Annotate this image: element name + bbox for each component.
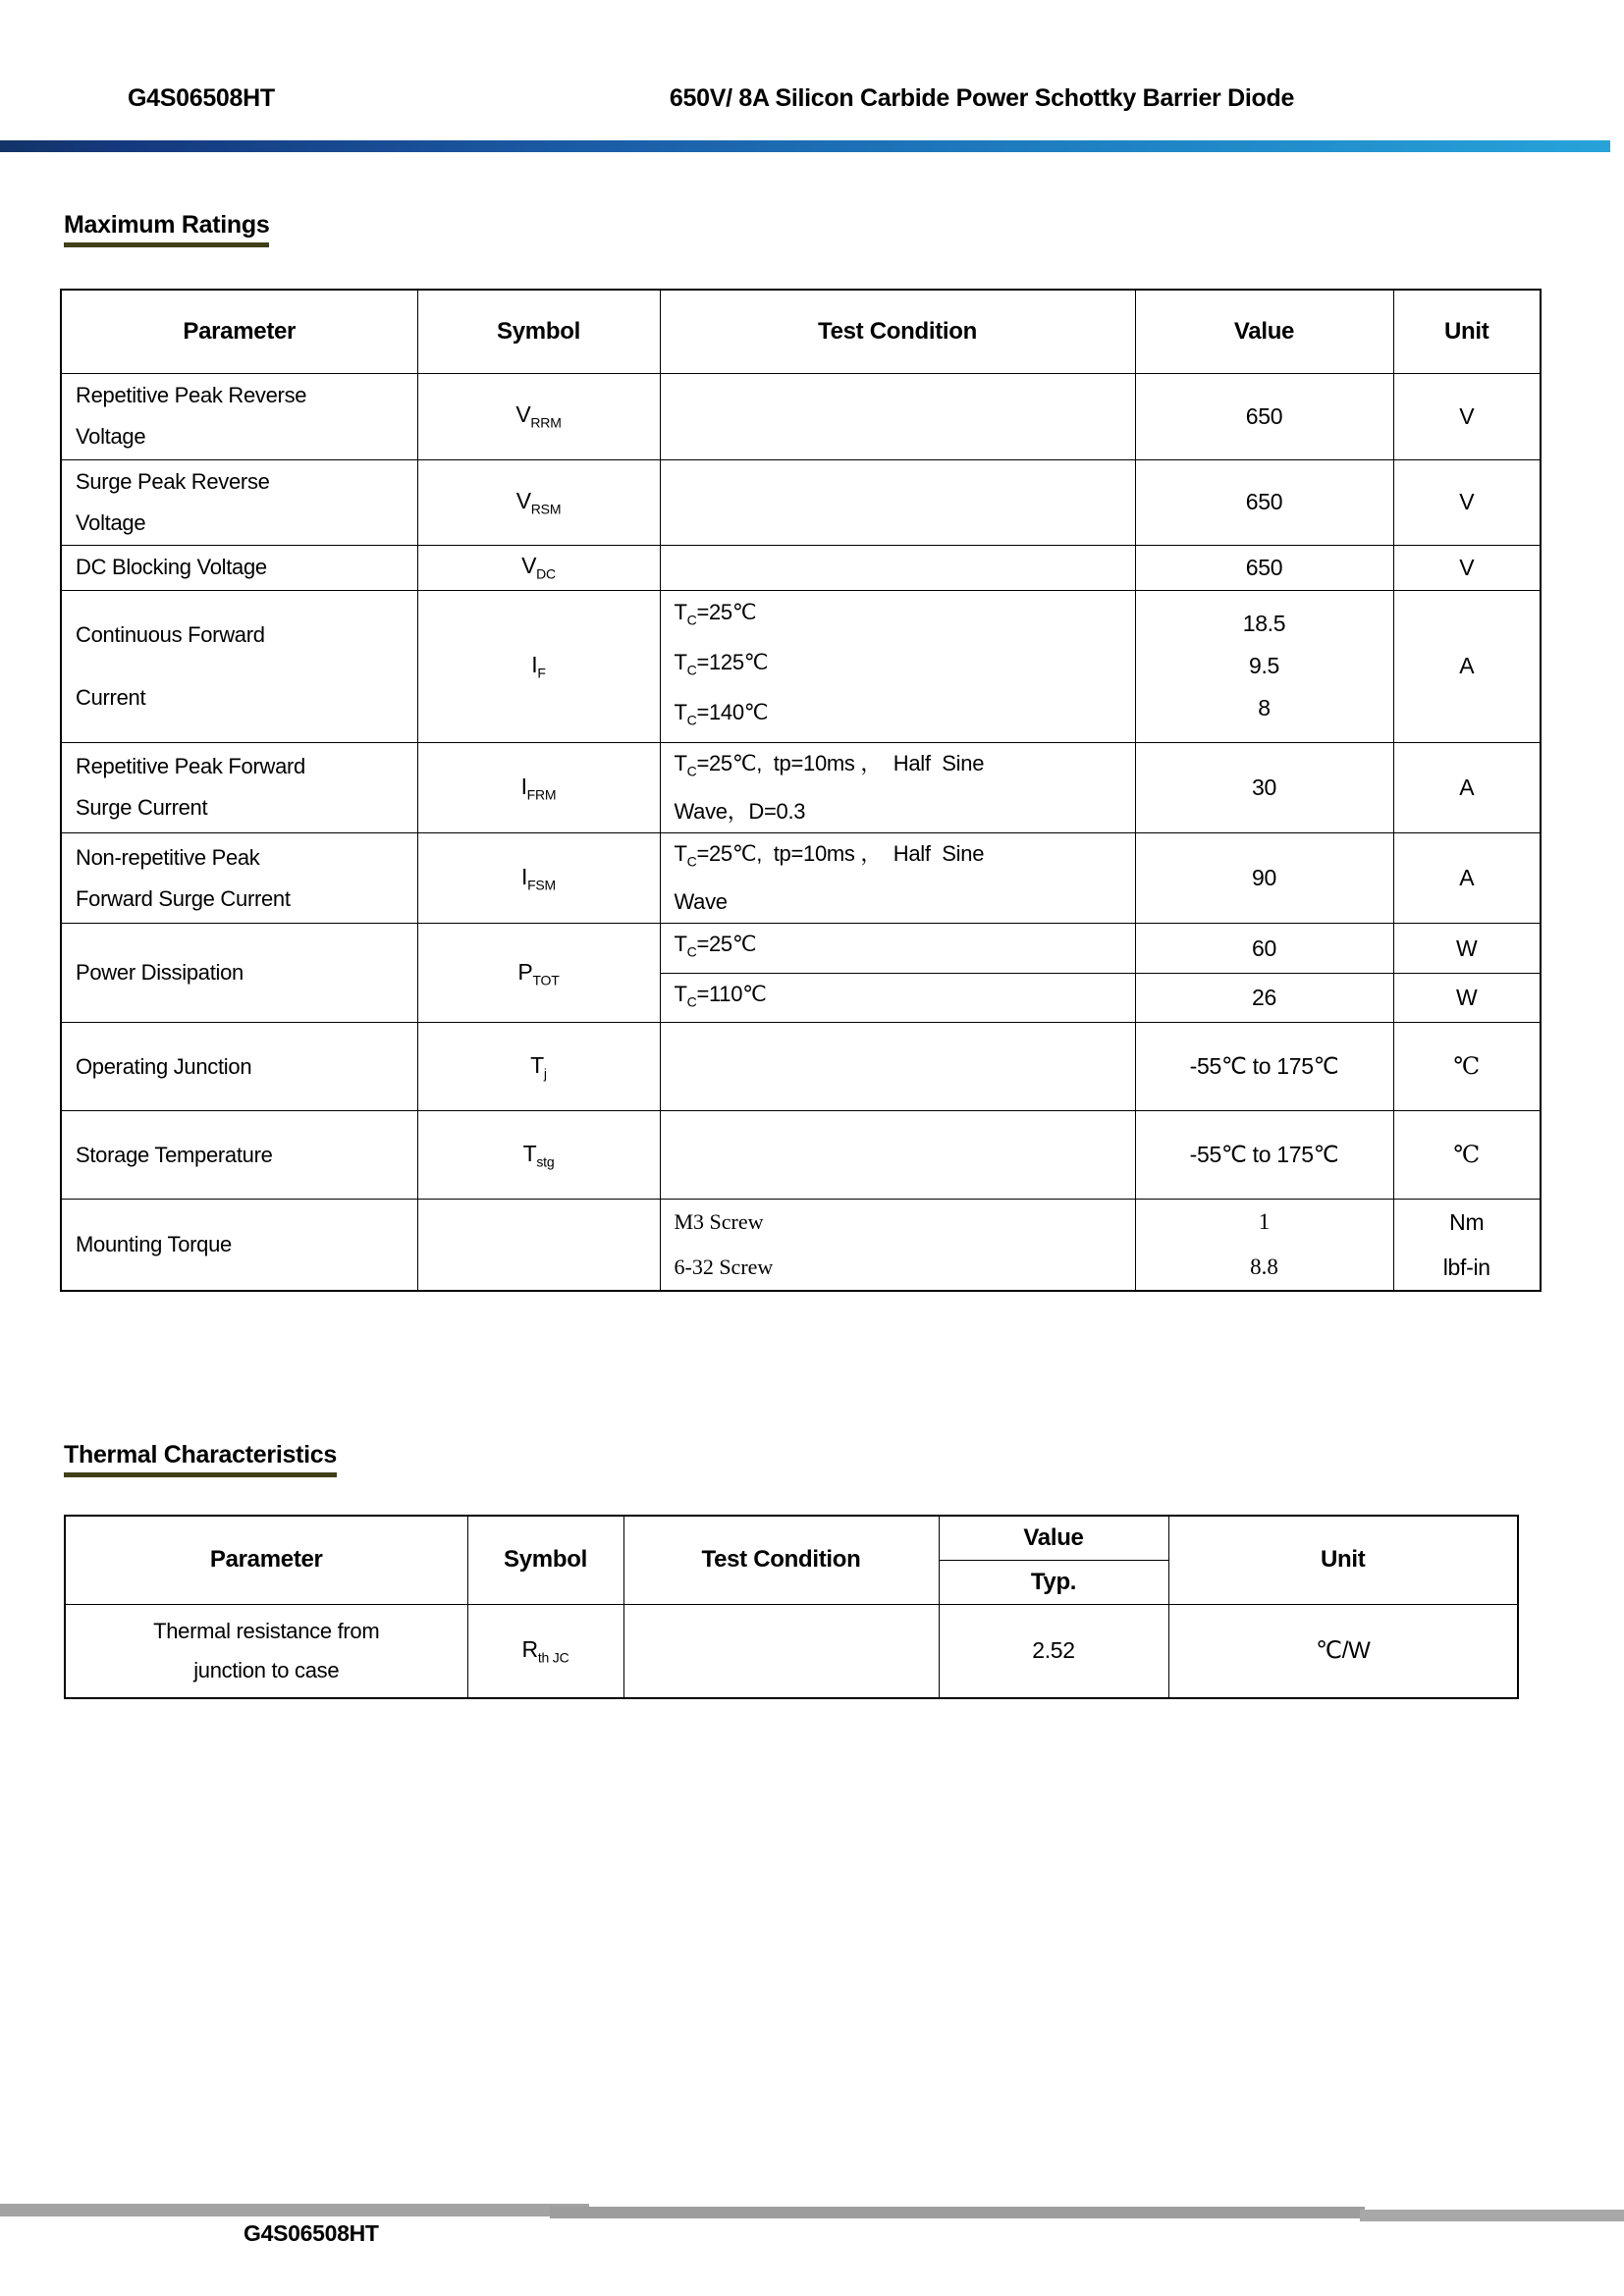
value-line: 8.8: [1250, 1255, 1278, 1280]
param-line: Storage Temperature: [76, 1142, 273, 1167]
col-header-value: Value: [939, 1516, 1168, 1560]
section-maximum-ratings: [64, 211, 269, 247]
cell-value: 60: [1135, 924, 1393, 973]
cell-value: [1135, 1200, 1393, 1292]
value-line: 9.5: [1248, 653, 1280, 679]
cell-symbol: $T_{stg}$: [417, 1111, 660, 1200]
cell-symbol: $I_{FSM}$: [417, 833, 660, 924]
condition-line: $T_C=125℃$: [674, 649, 769, 678]
header-accent-bar: [0, 140, 1610, 152]
cell-value: -55℃ to 175℃: [1135, 1111, 1393, 1200]
param-line: Continuous Forward: [76, 621, 265, 647]
col-header-symbol: Symbol: [417, 290, 660, 373]
cell-value: -55℃ to 175℃: [1135, 1023, 1393, 1111]
cell-condition: [660, 833, 1135, 924]
cell-parameter: [61, 742, 417, 832]
cell-unit: V: [1393, 545, 1541, 590]
table-row-vrrm: [61, 373, 1541, 459]
unit-line: lbf-in: [1442, 1255, 1490, 1281]
condition-line: $T_C=110℃$: [674, 981, 767, 1010]
cell-symbol: $I_{FRM}$: [417, 742, 660, 832]
table-row-ifrm: [61, 742, 1541, 832]
cell-symbol: $P_{TOT}$: [417, 924, 660, 1023]
cell-value: 30: [1135, 742, 1393, 832]
cell-unit: ℃: [1393, 1023, 1541, 1111]
cell-parameter: [61, 833, 417, 924]
cell-value: 2.52: [939, 1604, 1168, 1698]
cell-symbol: $I_F$: [417, 590, 660, 742]
footer-bar-segment: [0, 2204, 589, 2216]
value-line: 8: [1258, 695, 1271, 721]
cell-unit: [1393, 1200, 1541, 1292]
condition-line: Wave，D=0.3: [674, 799, 806, 825]
cell-symbol: $V_{DC}$: [417, 545, 660, 590]
param-line: Forward Surge Current: [76, 885, 291, 911]
cell-unit: V: [1393, 373, 1541, 459]
thermal-characteristics-table: [64, 1515, 1519, 1699]
cell-symbol: $V_{RRM}$: [417, 373, 660, 459]
condition-line: Wave: [674, 889, 728, 915]
cell-parameter: [61, 545, 417, 590]
cell-symbol: $T_j$: [417, 1023, 660, 1111]
param-line: Non-repetitive Peak: [76, 844, 260, 870]
condition-line: $T_C=25℃$, tp=10ms ， Half Sine: [674, 750, 985, 779]
table-header-row: [65, 1516, 1518, 1560]
param-line: Power Dissipation: [76, 960, 244, 986]
cell-unit: A: [1393, 742, 1541, 832]
cell-parameter: [61, 924, 417, 1023]
table-row-tstg: [61, 1111, 1541, 1200]
condition-line: $T_C=25℃$: [674, 932, 757, 960]
condition-line: $T_C=140℃$: [674, 700, 769, 728]
table-row-rthjc: [65, 1604, 1518, 1698]
cell-value: 90: [1135, 833, 1393, 924]
cell-parameter: [61, 1111, 417, 1200]
thermal-characteristics-heading: Thermal Characteristics: [64, 1441, 337, 1477]
table-header-row: [61, 290, 1541, 373]
cell-parameter: [61, 1023, 417, 1111]
table-row-ifsm: [61, 833, 1541, 924]
param-line: Thermal resistance from: [153, 1618, 380, 1643]
cell-condition: [660, 373, 1135, 459]
col-header-condition: Test Condition: [623, 1516, 939, 1604]
condition-line: M3 Screw: [674, 1209, 764, 1235]
param-line: Current: [76, 684, 146, 710]
table-row-tj: [61, 1023, 1541, 1111]
header-part-number: G4S06508HT: [128, 84, 275, 112]
cell-condition: [660, 590, 1135, 742]
col-header-typ: Typ.: [939, 1560, 1168, 1604]
col-header-condition: Test Condition: [660, 290, 1135, 373]
param-line: Mounting Torque: [76, 1232, 232, 1257]
cell-parameter: [61, 1200, 417, 1292]
cell-parameter: [61, 590, 417, 742]
param-line: DC Blocking Voltage: [76, 555, 267, 579]
cell-parameter: [61, 373, 417, 459]
cell-symbol: $R_{th JC}$: [467, 1604, 623, 1698]
cell-value: 26: [1135, 973, 1393, 1022]
value-line: 1: [1258, 1209, 1271, 1235]
param-line: Operating Junction: [76, 1053, 252, 1079]
param-line: Repetitive Peak Forward: [76, 754, 305, 779]
header-title: 650V/ 8A Silicon Carbide Power Schottky Barrier Diode: [669, 84, 1295, 112]
unit-line: Nm: [1449, 1209, 1485, 1236]
footer-part-number: G4S06508HT: [244, 2220, 379, 2246]
param-line: Repetitive Peak Reverse: [76, 383, 307, 407]
cell-condition: [660, 545, 1135, 590]
param-line: Voltage: [76, 424, 146, 449]
cell-value: [1135, 590, 1393, 742]
col-header-unit: Unit: [1168, 1516, 1518, 1604]
param-line: junction to case: [193, 1657, 340, 1682]
cell-unit: A: [1393, 590, 1541, 742]
cell-unit: ℃: [1393, 1111, 1541, 1200]
condition-line: $T_C=25℃$, tp=10ms ， Half Sine: [674, 841, 985, 870]
cell-condition: [660, 973, 1135, 1022]
condition-line: $T_C=25℃$: [674, 599, 757, 627]
cell-symbol: [417, 1200, 660, 1292]
table-row-if: [61, 590, 1541, 742]
col-header-symbol: Symbol: [467, 1516, 623, 1604]
cell-parameter: [65, 1604, 467, 1698]
cell-unit: W: [1393, 973, 1541, 1022]
table-row-torque: [61, 1200, 1541, 1292]
col-header-parameter: Parameter: [61, 290, 417, 373]
cell-parameter: [61, 459, 417, 545]
cell-condition: [660, 742, 1135, 832]
section-thermal-characteristics: [64, 1441, 337, 1477]
cell-value: 650: [1135, 459, 1393, 545]
cell-condition: [660, 1200, 1135, 1292]
cell-symbol: $V_{RSM}$: [417, 459, 660, 545]
footer-bar-segment: [1360, 2210, 1624, 2221]
cell-value: 650: [1135, 545, 1393, 590]
col-header-parameter: Parameter: [65, 1516, 467, 1604]
cell-value: 650: [1135, 373, 1393, 459]
col-header-value: Value: [1135, 290, 1393, 373]
cell-unit: W: [1393, 924, 1541, 973]
cell-condition: [660, 459, 1135, 545]
footer-bar-segment: [550, 2207, 1365, 2218]
cell-unit: ℃/W: [1168, 1604, 1518, 1698]
table-row-vrsm: [61, 459, 1541, 545]
col-header-unit: Unit: [1393, 290, 1541, 373]
value-line: 18.5: [1242, 611, 1286, 637]
table-row-vdc: [61, 545, 1541, 590]
cell-condition: [660, 1023, 1135, 1111]
table-row-ptot-a: [61, 924, 1541, 973]
cell-condition: [660, 1111, 1135, 1200]
maximum-ratings-heading: Maximum Ratings: [64, 211, 269, 247]
param-line: Voltage: [76, 509, 146, 535]
param-line: Surge Current: [76, 795, 208, 821]
cell-condition: [623, 1604, 939, 1698]
cell-unit: A: [1393, 833, 1541, 924]
cell-unit: V: [1393, 459, 1541, 545]
condition-line: 6-32 Screw: [674, 1255, 774, 1280]
maximum-ratings-table: [60, 289, 1542, 1292]
param-line: Surge Peak Reverse: [76, 468, 270, 494]
cell-condition: [660, 924, 1135, 973]
